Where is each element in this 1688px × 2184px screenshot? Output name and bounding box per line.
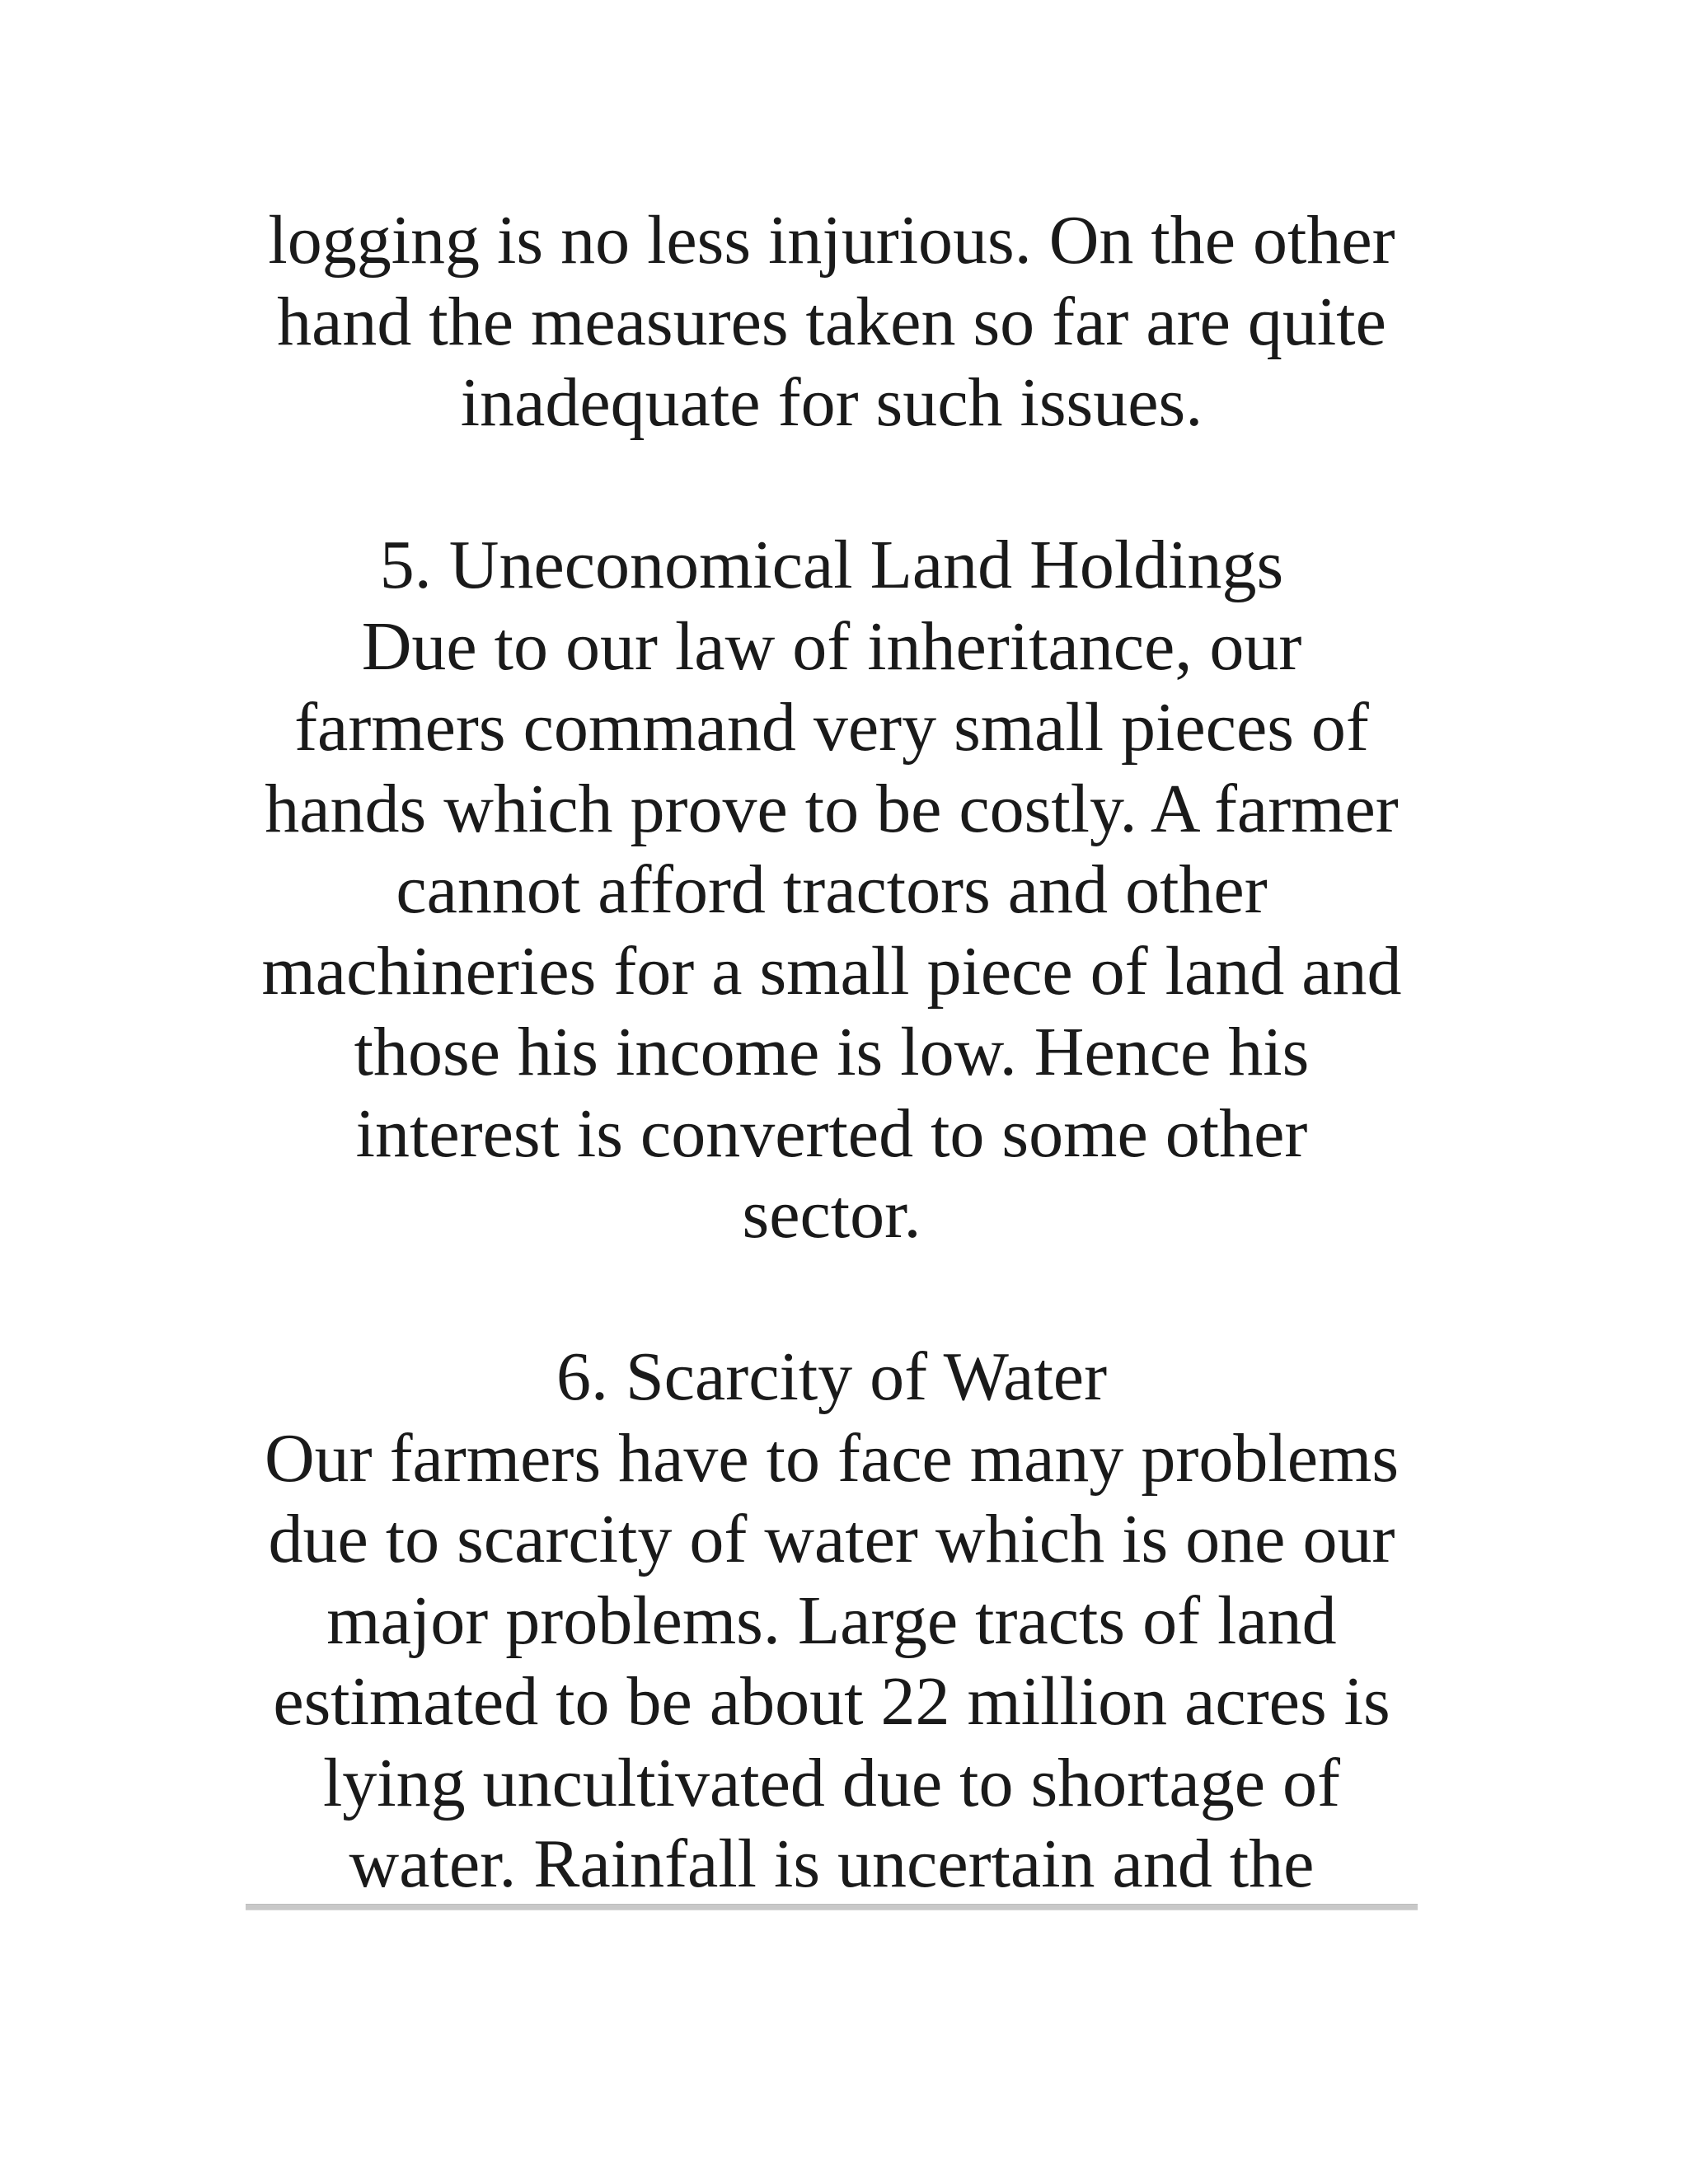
text-line: farmers command very small pieces of	[294, 689, 1369, 766]
text-line: interest is converted to some other	[355, 1094, 1308, 1172]
document-page	[247, 200, 1416, 1905]
text-line: due to scarcity of water which is one our	[268, 1501, 1395, 1577]
text-line: those his income is low. Hence his	[354, 1014, 1310, 1090]
horizontal-rule	[246, 1904, 1418, 1910]
section-5	[247, 525, 1416, 1256]
text-line: logging is no less injurious. On the other	[268, 202, 1395, 279]
text-line: hand the measures taken so far are quite	[277, 283, 1386, 360]
text-line: Our farmers have to face many problems	[264, 1419, 1400, 1497]
text-line: sector.	[742, 1176, 921, 1253]
text-line: inadequate for such issues.	[460, 364, 1203, 441]
text-line: machineries for a small piece of land and	[261, 932, 1402, 1010]
text-line: hands which prove to be costly. A farmer	[265, 770, 1399, 847]
intro-paragraph	[247, 200, 1416, 444]
text-line: Due to our law of inheritance, our	[361, 607, 1302, 685]
text-line: major problems. Large tracts of land	[326, 1582, 1337, 1659]
paragraph-gap	[247, 444, 1416, 526]
text-line: estimated to be about 22 million acres is	[273, 1663, 1390, 1740]
text-line: cannot afford tractors and other	[396, 851, 1268, 928]
text-line: lying uncultivated due to shortage of	[322, 1744, 1341, 1821]
section-heading: 5. Uneconomical Land Holdings	[379, 527, 1284, 603]
text-line: water. Rainfall is uncertain and the	[349, 1825, 1315, 1902]
section-6	[247, 1337, 1416, 1905]
section-heading: 6. Scarcity of Water	[556, 1338, 1108, 1415]
paragraph-gap	[247, 1256, 1416, 1338]
